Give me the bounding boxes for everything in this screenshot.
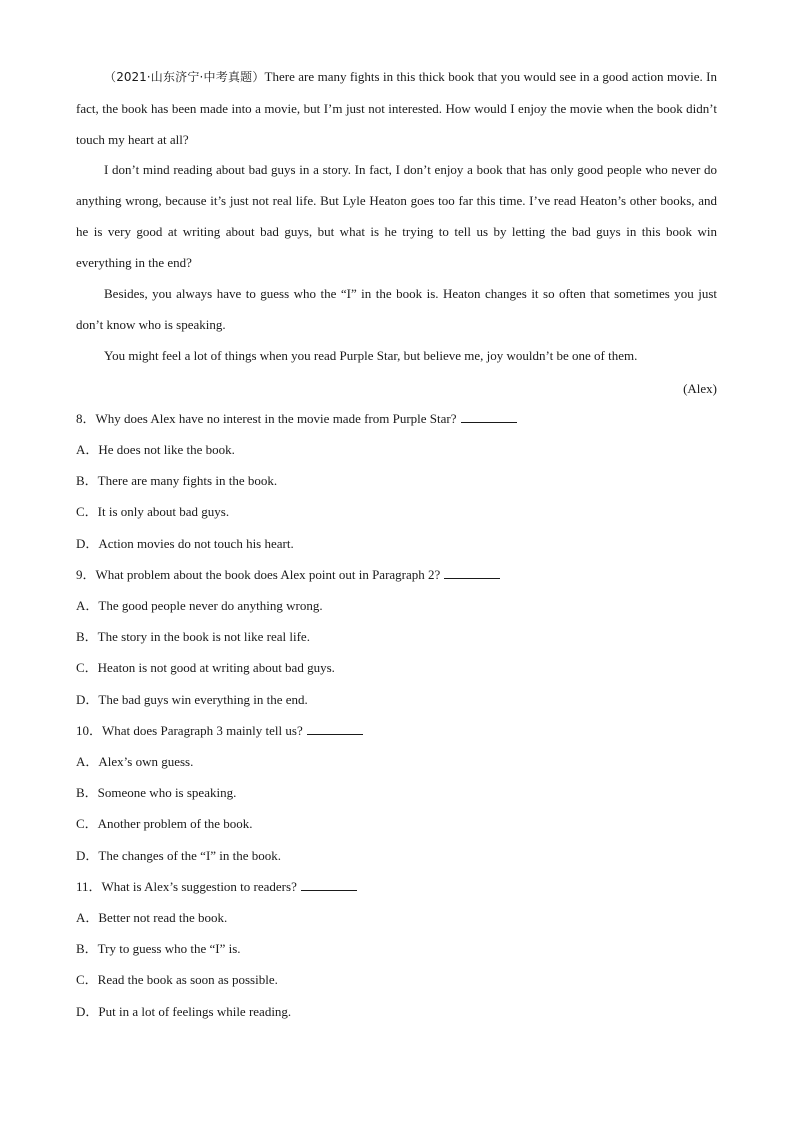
answer-blank[interactable] [301,877,357,891]
answer-blank[interactable] [307,721,363,735]
option-a: A．Better not read the book. [76,910,228,925]
option-d: D．Put in a lot of feelings while reading. [76,1004,292,1019]
option-b: B．There are many fights in the book. [76,473,278,488]
paragraph-4: You might feel a lot of things when you read Purple Star, but believe me, joy wouldn’t be one of them. [104,348,638,363]
option-b: B．Try to guess who the “I” is. [76,941,241,956]
answer-blank[interactable] [444,565,500,579]
option-c: C．It is only about bad guys. [76,504,230,519]
answer-blank[interactable] [461,409,517,423]
option-d: D．Action movies do not touch his heart. [76,536,294,551]
source-tag: （2021·山东济宁·中考真题） [104,70,265,84]
option-a: A．The good people never do anything wrong. [76,598,323,613]
question-stem: 11．What is Alex’s suggestion to readers? [76,879,297,894]
option-a: A．Alex’s own guess. [76,754,194,769]
paragraph-1-text: There are many fights in this thick book that you would see in a good action movie. In fact, the book has been made into a movie, but I’m just not interested. How would I enjoy the movie when the book didn’t touch my heart at all? [76,69,717,147]
question-stem: 9．What problem about the book does Alex point out in Paragraph 2? [76,567,441,582]
author-signature: (Alex) [683,381,717,396]
question-10 [76,721,363,741]
question-stem: 8．Why does Alex have no interest in the movie made from Purple Star? [76,411,457,426]
question-9 [76,565,500,585]
option-b: B．Someone who is speaking. [76,785,237,800]
option-a: A．He does not like the book. [76,442,235,457]
paragraph-3: Besides, you always have to guess who the “I” in the book is. Heaton changes it so often that sometimes you just don’t know who is speaking. [76,286,717,332]
option-c: C．Read the book as soon as possible. [76,972,278,987]
option-b: B．The story in the book is not like real life. [76,629,310,644]
option-d: D．The bad guys win everything in the end. [76,692,308,707]
question-8 [76,409,517,429]
question-11 [76,877,357,897]
option-d: D．The changes of the “I” in the book. [76,848,282,863]
paragraph-1 [76,61,717,155]
option-c: C．Another problem of the book. [76,816,253,831]
paragraph-2: I don’t mind reading about bad guys in a story. In fact, I don’t enjoy a book that has only good people who never do anything wrong, because it’s just not real life. But Lyle Heaton goes too far this time. I’ve read Heaton’s other books, and he is very good at writing about bad guys, but what is he trying to tell us by letting the bad guys in this book win everything in the end? [76,162,717,270]
option-c: C．Heaton is not good at writing about bad guys. [76,660,335,675]
question-stem: 10．What does Paragraph 3 mainly tell us? [76,723,303,738]
